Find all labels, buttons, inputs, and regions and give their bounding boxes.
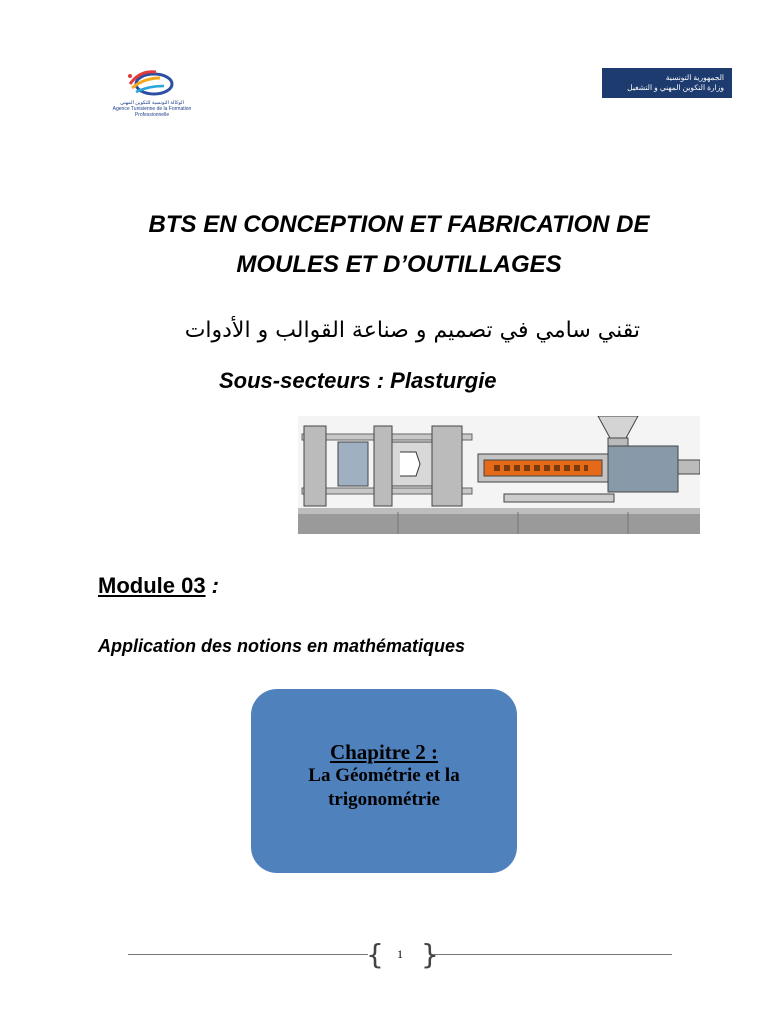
module-colon: : bbox=[211, 573, 219, 598]
agency-caption: الوكالة التونسية للتكوين المهني Agence Tunisienne de la Formation Professionnelle bbox=[112, 100, 192, 118]
module-subject: Application des notions en mathématiques bbox=[98, 636, 466, 656]
ministry-banner bbox=[602, 68, 732, 98]
sous-secteur: Sous-secteurs : Plasturgie bbox=[219, 368, 497, 393]
chapter-subtitle-line-1: La Géométrie et la bbox=[308, 765, 460, 786]
chapter-box bbox=[251, 689, 517, 873]
module-label: Module 03 bbox=[98, 573, 206, 598]
ministry-line-2: وزارة التكوين المهني و التشغيل bbox=[627, 83, 724, 92]
agency-logo bbox=[104, 66, 200, 120]
agency-logo-icon bbox=[116, 66, 188, 100]
injection-machine-illustration bbox=[298, 416, 700, 534]
arabic-title: تقني سامي في تصميم و صناعة القوالب و الأدوات bbox=[184, 318, 640, 343]
chapter-title: Chapitre 2 : bbox=[329, 740, 439, 764]
title-line-2: MOULES ET D’OUTILLAGES bbox=[236, 251, 562, 278]
ministry-line-1: الجمهورية التونسية bbox=[665, 73, 724, 82]
chapter-subtitle-line-2: trigonométrie bbox=[328, 789, 440, 810]
module-heading bbox=[98, 573, 219, 599]
page-number: 1 bbox=[397, 947, 403, 961]
footer-rule-left bbox=[128, 954, 368, 955]
title-line-1: BTS EN CONCEPTION ET FABRICATION DE bbox=[148, 211, 650, 238]
left-brace-icon: { bbox=[366, 938, 384, 971]
right-brace-icon: } bbox=[421, 938, 439, 971]
document-title bbox=[0, 205, 768, 285]
footer-rule-right bbox=[432, 954, 672, 955]
